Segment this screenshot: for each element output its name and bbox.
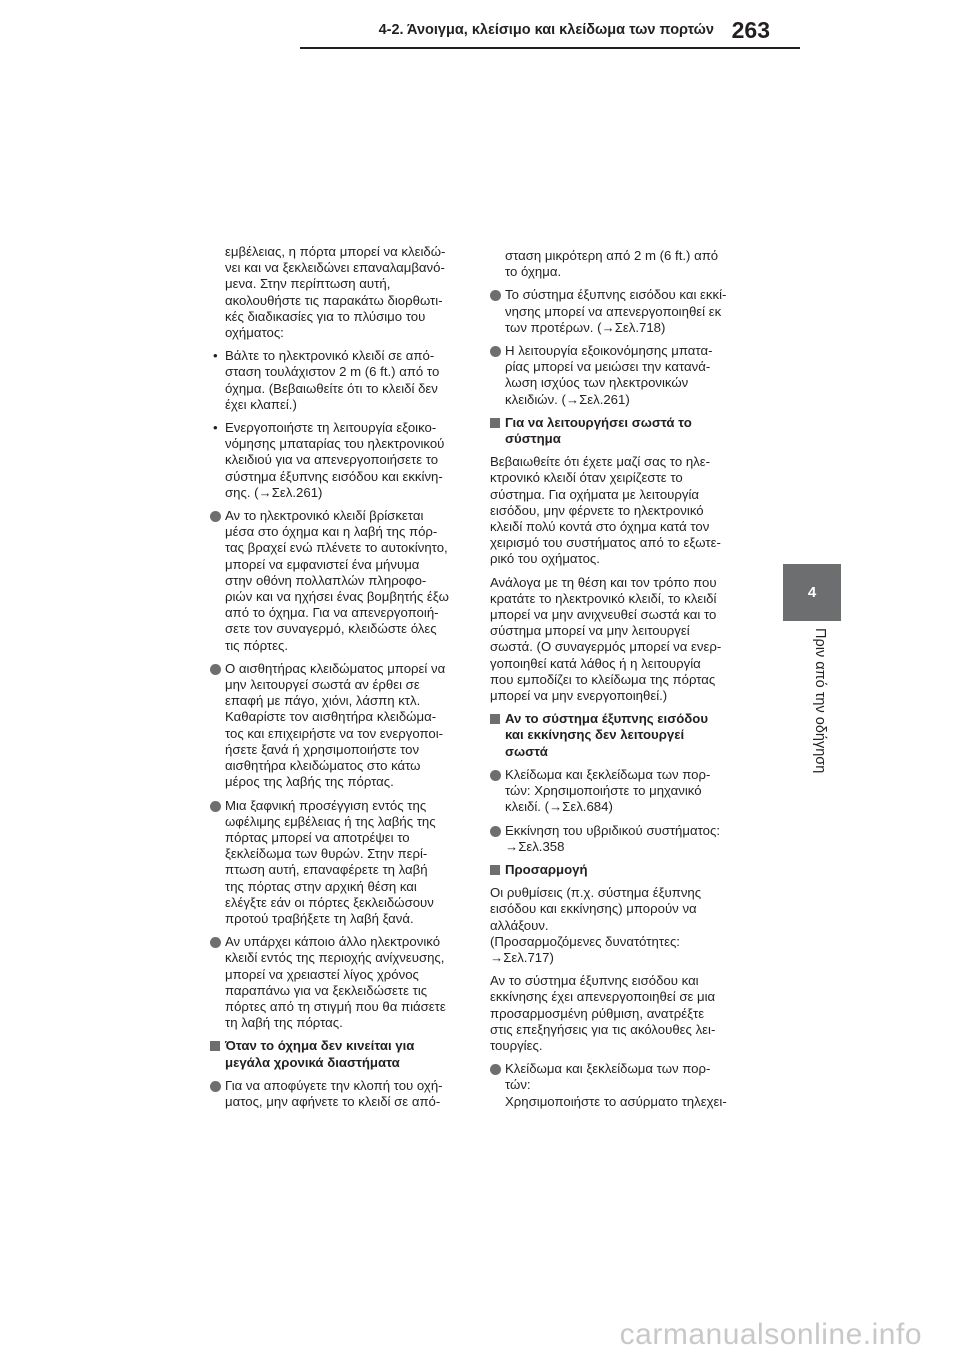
text-line: Για να αποφύγετε την κλοπή του οχή- bbox=[225, 1077, 443, 1093]
text-line: σταση μικρότερη από 2 m (6 ft.) από bbox=[505, 248, 719, 263]
text-line: των προτέρων. (→Σελ.718) bbox=[505, 319, 666, 335]
text-line: →Σελ.717) bbox=[490, 949, 554, 965]
text-line: στις επεξηγήσεις για τις ακόλουθες λει- bbox=[490, 1021, 716, 1037]
circle-item bbox=[210, 934, 466, 1031]
text-line: κλειδί εντός της περιοχής ανίχνευσης, bbox=[225, 950, 445, 966]
text-line: ξεκλείδωμα των θυρών. Στην περί- bbox=[225, 846, 428, 862]
square-marker-icon bbox=[490, 714, 500, 724]
text-line: σωστά. (Ο συναγερμός μπορεί να ενερ- bbox=[490, 639, 722, 655]
paragraph bbox=[490, 575, 746, 705]
text-line: ρίας μπορεί να μειώσει την κατανά- bbox=[505, 359, 711, 375]
section-heading bbox=[490, 862, 746, 878]
page-number: 263 bbox=[731, 17, 770, 43]
text-line: μπορεί να μην ενεργοποιηθεί.) bbox=[490, 688, 668, 704]
text-line: Όταν το όχημα δεν κινείται για bbox=[225, 1038, 415, 1054]
text-line: νει και να ξεκλειδώνει επαναλαμβανό- bbox=[225, 260, 445, 276]
text-line: ακολουθήστε τις παρακάτω διορθωτι- bbox=[225, 292, 443, 308]
continued-text bbox=[490, 248, 746, 280]
text-line: στην οθόνη πολλαπλών πληροφο- bbox=[225, 572, 427, 588]
bullet-item: • Βάλτε το ηλεκτρονικό κλειδί σε από- σταση τουλάχιστον 2 m (6 ft.) από το όχημα. (Βεβαιωθείτε ότι το κλειδί δεν έχει κλαπεί.) bbox=[210, 348, 466, 413]
text-line: πόρτες από τη στιγμή που θα πιάσετε bbox=[225, 998, 446, 1014]
text-line: οχήματος: bbox=[225, 325, 284, 341]
text-line: Εκκίνηση του υβριδικού συστήματος: bbox=[505, 822, 720, 838]
text-line: προσαρμοσμένη ρύθμιση, ανατρέξτε bbox=[490, 1005, 705, 1021]
paragraph bbox=[490, 454, 746, 567]
text-line: Ανάλογα με τη θέση και τον τρόπο που bbox=[490, 574, 717, 590]
circle-marker-icon bbox=[210, 801, 221, 812]
text-line: έχει κλαπεί.) bbox=[225, 396, 297, 412]
text-line: το όχημα. bbox=[505, 264, 562, 280]
circle-marker-icon bbox=[210, 664, 221, 675]
text-line: εκκίνησης έχει απενεργοποιηθεί σε μια bbox=[490, 989, 716, 1005]
text-line: πτωση αυτή, επαναφέρετε τη λαβή bbox=[225, 862, 428, 878]
text-line: τας βραχεί ενώ πλένετε το αυτοκίνητο, bbox=[225, 540, 448, 556]
text-line: σύστημα μπορεί να μην λειτουργεί bbox=[490, 623, 690, 639]
text-line: Για να λειτουργήσει σωστά το bbox=[505, 414, 692, 430]
text-line: προτού τραβήξετε τη λαβή ξανά. bbox=[225, 910, 414, 926]
circle-item bbox=[210, 1078, 466, 1110]
text-line: κτρονικό κλειδί όταν χειρίζεστε το bbox=[490, 470, 683, 486]
text-line: κλειδιού για να απενεργοποιήσετε το bbox=[225, 452, 439, 468]
square-marker-icon bbox=[210, 1041, 220, 1051]
circle-item bbox=[210, 798, 466, 928]
text-line: σύστημα bbox=[505, 431, 561, 447]
circle-item bbox=[490, 823, 746, 855]
text-line: Χρησιμοποιήστε το ασύρματο τηλεχει- bbox=[505, 1093, 727, 1109]
text-line: μέρος της λαβής της πόρτας. bbox=[225, 774, 394, 790]
left-column bbox=[210, 244, 466, 1117]
paragraph bbox=[490, 885, 746, 966]
text-line: τών: Χρησιμοποιήστε το μηχανικό bbox=[505, 783, 702, 799]
section-heading bbox=[490, 711, 746, 760]
text-line: όχημα. (Βεβαιωθείτε ότι το κλειδί δεν bbox=[225, 380, 438, 396]
text-line: σης. (→Σελ.261) bbox=[225, 484, 323, 500]
circle-marker-icon bbox=[490, 1064, 501, 1075]
chapter-title: 4-2. Άνοιγμα, κλείσιμο και κλείδωμα των πορτών bbox=[378, 22, 714, 38]
text-line: Αν το σύστημα έξυπνης εισόδου και bbox=[490, 973, 699, 989]
text-line: σύστημα έξυπνης εισόδου και εκκίνη- bbox=[225, 468, 443, 484]
text-line: τις πόρτες. bbox=[225, 637, 289, 653]
text-line: σταση τουλάχιστον 2 m (6 ft.) από το bbox=[225, 364, 440, 380]
text-line: ριών και να ηχήσει ένας βομβητής έξω bbox=[225, 589, 449, 605]
text-line: μενα. Στην περίπτωση αυτή, bbox=[225, 276, 391, 292]
text-line: →Σελ.358 bbox=[505, 838, 565, 854]
circle-marker-icon bbox=[490, 826, 501, 837]
text-line: Κλείδωμα και ξεκλείδωμα των πορ- bbox=[505, 766, 711, 782]
circle-marker-icon bbox=[490, 290, 501, 301]
circle-marker-icon bbox=[210, 1081, 221, 1092]
section-heading bbox=[210, 1038, 466, 1070]
circle-marker-icon bbox=[490, 346, 501, 357]
page-header bbox=[300, 18, 770, 50]
text-line: Κλείδωμα και ξεκλείδωμα των πορ- bbox=[505, 1061, 711, 1077]
text-line: Αν το ηλεκτρονικό κλειδί βρίσκεται bbox=[225, 508, 424, 524]
text-line: και εκκίνησης δεν λειτουργεί bbox=[505, 727, 685, 743]
paragraph bbox=[490, 973, 746, 1054]
square-marker-icon bbox=[490, 418, 500, 428]
text-line: μπορεί να μην ανιχνευθεί σωστά και το bbox=[490, 607, 717, 623]
text-line: Βεβαιωθείτε ότι έχετε μαζί σας το ηλε- bbox=[490, 454, 711, 470]
text-line: ωφέλιμης εμβέλειας ή της λαβής της bbox=[225, 813, 436, 829]
circle-item bbox=[210, 508, 466, 654]
watermark: carmanualsonline.info bbox=[619, 1318, 922, 1351]
text-line: Προσαρμογή bbox=[505, 861, 588, 877]
circle-item bbox=[490, 287, 746, 336]
text-line: κρατάτε το ηλεκτρονικό κλειδί, το κλειδί bbox=[490, 590, 717, 606]
text-line: από το όχημα. Για να απενεργοποιή- bbox=[225, 605, 439, 621]
text-line: ελέγξτε εάν οι πόρτες ξεκλειδώσουν bbox=[225, 894, 434, 910]
text-line: Καθαρίστε τον αισθητήρα κλειδώμα- bbox=[225, 709, 437, 725]
text-line: αλλάξουν. bbox=[490, 917, 549, 933]
text-line: χειρισμό του συστήματος από το εξωτε- bbox=[490, 535, 721, 551]
text-line: σετε τον συναγερμό, κλειδώστε όλες bbox=[225, 621, 437, 637]
text-line: παραπάνω για να ξεκλειδώσετε τις bbox=[225, 982, 428, 998]
text-line: πόρτας μπορεί να αποτρέψει το bbox=[225, 829, 410, 845]
circle-marker-icon bbox=[210, 937, 221, 948]
text-line: μπορεί να χρειαστεί λίγος χρόνος bbox=[225, 966, 419, 982]
text-line: μεγάλα χρονικά διαστήματα bbox=[225, 1054, 400, 1070]
text-line: σύστημα. Για οχήματα με λειτουργία bbox=[490, 486, 700, 502]
text-line: ρικό του οχήματος. bbox=[490, 551, 600, 567]
circle-item bbox=[490, 1061, 746, 1110]
text-line: γοποιηθεί κατά λάθος ή η λειτουργία bbox=[490, 655, 701, 671]
section-heading bbox=[490, 415, 746, 447]
side-title-text: Πριν από την οδήγηση bbox=[812, 628, 828, 774]
text-line: μέσα στο όχημα και η λαβή της πόρ- bbox=[225, 524, 438, 540]
text-line: εισόδου, μην φέρνετε το ηλεκτρονικό bbox=[490, 502, 704, 518]
square-marker-icon bbox=[490, 865, 500, 875]
text-line: εμβέλειας, η πόρτα μπορεί να κλειδώ- bbox=[225, 244, 446, 259]
text-line: Μια ξαφνική προσέγγιση εντός της bbox=[225, 797, 427, 813]
text-line: Το σύστημα έξυπνης εισόδου και εκκί- bbox=[505, 287, 727, 303]
text-line: της πόρτας στην αρχική θέση και bbox=[225, 878, 417, 894]
circle-marker-icon bbox=[210, 511, 221, 522]
text-line: Αν υπάρχει κάποιο άλλο ηλεκτρονικό bbox=[225, 934, 441, 950]
text-line: σωστά bbox=[505, 743, 548, 759]
text-line: που εμποδίζει το κλείδωμα της πόρτας bbox=[490, 671, 716, 687]
text-line: εισόδου και εκκίνησης) μπορούν να bbox=[490, 901, 697, 917]
text-line: ματος, μην αφήνετε το κλειδί σε από- bbox=[225, 1093, 441, 1109]
text-line: μπορεί να εμφανιστεί ένα μήνυμα bbox=[225, 556, 420, 572]
text-line: τος και επιχειρήστε να τον ενεργοποι- bbox=[225, 725, 444, 741]
text-line: Βάλτε το ηλεκτρονικό κλειδί σε από- bbox=[225, 348, 435, 364]
text-line: Αν το σύστημα έξυπνης εισόδου bbox=[505, 711, 709, 727]
intro-paragraph bbox=[210, 244, 466, 341]
circle-item bbox=[210, 661, 466, 791]
text-line: επαφή με πάγο, χιόνι, λάσπη κτλ. bbox=[225, 693, 421, 709]
right-column bbox=[490, 248, 746, 1117]
text-line: νησης μπορεί να απενεργοποιηθεί εκ bbox=[505, 303, 722, 319]
chapter-tab: 4 bbox=[783, 564, 841, 621]
text-line: Η λειτουργία εξοικονόμησης μπατα- bbox=[505, 343, 713, 359]
header-rule bbox=[300, 47, 800, 49]
circle-marker-icon bbox=[490, 770, 501, 781]
text-line: Οι ρυθμίσεις (π.χ. σύστημα έξυπνης bbox=[490, 885, 702, 901]
text-line: λωση ισχύος των ηλεκτρονικών bbox=[505, 375, 689, 391]
side-title bbox=[784, 628, 840, 788]
circle-item bbox=[490, 343, 746, 408]
text-line: κλειδί πολύ κοντά στο όχημα κατά τον bbox=[490, 519, 710, 535]
text-line: νόμησης μπαταρίας του ηλεκτρονικού bbox=[225, 436, 445, 452]
text-line: κλειδιών. (→Σελ.261) bbox=[505, 391, 630, 407]
text-line: κλειδί. (→Σελ.684) bbox=[505, 799, 613, 815]
text-line: κές διαδικασίες για το πλύσιμο του bbox=[225, 308, 426, 324]
bullet-item: • Ενεργοποιήστε τη λειτουργία εξοικο- νόμησης μπαταρίας του ηλεκτρονικού κλειδιού για να απενεργοποιήσετε το σύστημα έξυπνης εισόδου και εκκίνη- σης. (→Σελ.261) bbox=[210, 420, 466, 501]
text-line: (Προσαρμοζόμενες δυνατότητες: bbox=[490, 933, 680, 949]
text-line: τη λαβή της πόρτας. bbox=[225, 1015, 343, 1031]
text-line: τών: bbox=[505, 1077, 531, 1093]
circle-item bbox=[490, 767, 746, 816]
text-line: Ενεργοποιήστε τη λειτουργία εξοικο- bbox=[225, 420, 437, 436]
text-line: μην λειτουργεί σωστά αν έρθει σε bbox=[225, 677, 420, 693]
text-line: ήσετε ξανά ή χρησιμοποιήστε τον bbox=[225, 741, 420, 757]
text-line: Ο αισθητήρας κλειδώματος μπορεί να bbox=[225, 660, 446, 676]
text-line: τουργίες. bbox=[490, 1037, 543, 1053]
text-line: αισθητήρα κλειδώματος στο κάτω bbox=[225, 758, 421, 774]
